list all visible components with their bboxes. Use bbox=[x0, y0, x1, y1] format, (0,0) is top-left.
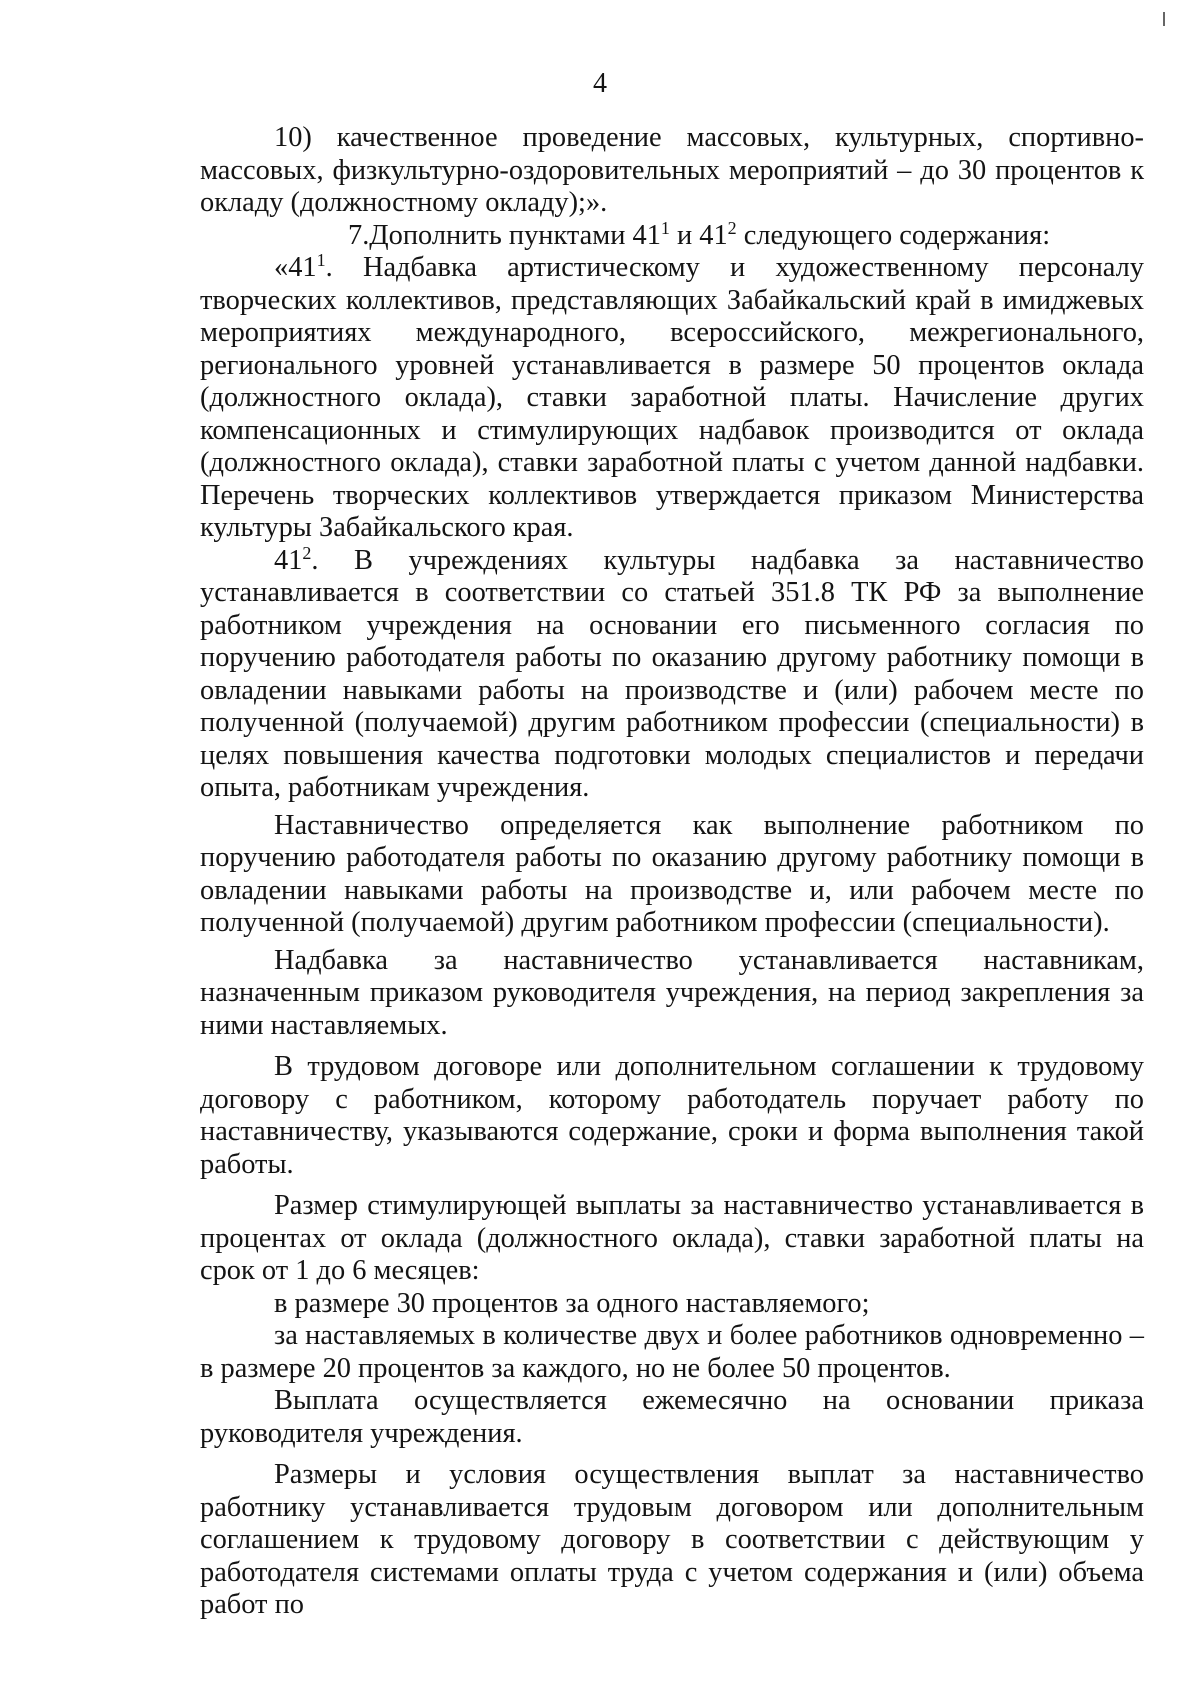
paragraph-one-mentee: в размере 30 процентов за одного наставляемого; bbox=[274, 1287, 870, 1319]
paragraph-item-41-2 bbox=[200, 542, 1144, 805]
paragraph-allowance: Надбавка за наставничество устанавливается наставникам, назначенным приказом руководителя учреждения, на период закрепления за ними наставляемых. bbox=[200, 944, 1144, 1041]
item-7-sup-1: 1 bbox=[660, 217, 670, 238]
paragraph-contract: В трудовом договоре или дополнительном соглашении к трудовому договору с работником, которому работодатель поручает работу по наставничеству, указываются содержание, сроки и форма выполнения такой работы. bbox=[200, 1051, 1144, 1180]
item-41-2-sup: 2 bbox=[302, 542, 312, 563]
paragraph-two-mentees: за наставляемых в количестве двух и более работников одновременно – в размере 20 процентов за каждого, но не более 50 процентов. bbox=[200, 1320, 1144, 1384]
item-41-1-sup: 1 bbox=[316, 250, 326, 270]
paragraph-payment: Выплата осуществляется ежемесячно на основании приказа руководителя учреждения. bbox=[200, 1385, 1144, 1449]
paragraph-item-10: 10) качественное проведение массовых, культурных, спортивно-массовых, физкультурно-оздоровительных мероприятий – до 30 процентов к окладу (должностному окладу);». bbox=[200, 122, 1144, 218]
item-41-2-prefix: 41 bbox=[274, 544, 303, 576]
item-41-1-text: . Надбавка артистическому и художественному персоналу творческих коллективов, представляющих Забайкальский край в имиджевых мероприятиях международного, всероссийского, межрегионального, регионального уровней устанавливается в размере 50 процентов оклада (должностного оклада), ставки заработной платы. Начисление других компенсационных и стимулирующих надбавок производится от оклада (должностного оклада), ставки заработной платы с учетом данной надбавки. Перечень творческих коллективов утверждается приказом Министерства культуры Забайкальского края. bbox=[200, 252, 1144, 543]
item-41-1-prefix: «41 bbox=[274, 252, 317, 283]
paragraph-mentoring-definition: Наставничество определяется как выполнение работником по поручению работодателя работы по оказанию другому работнику помощи в овладении навыками работы на производстве и, или рабочем месте по полученной (получаемой) другим работником профессии (специальности). bbox=[200, 809, 1144, 938]
paragraph-item-41-1 bbox=[200, 252, 1144, 545]
page-number: 4 bbox=[593, 68, 607, 99]
paragraph-conditions: Размеры и условия осуществления выплат за наставничество работнику устанавливается трудовым договором или дополнительным соглашением к трудовому договору в соответствии с действующим у работодателя системами оплаты труда с учетом содержания и (или) объема работ по bbox=[200, 1459, 1144, 1620]
item-7-text-c: следующего содержания: bbox=[736, 219, 1051, 251]
item-7-number: 7. bbox=[348, 219, 370, 251]
scan-artifact bbox=[1163, 12, 1165, 26]
paragraph-item-7 bbox=[200, 217, 1144, 253]
item-7-text-b: и 41 bbox=[669, 219, 728, 251]
document-body bbox=[200, 122, 1144, 1622]
item-41-2-text: . В учреждениях культуры надбавка за наставничество устанавливается в соответствии со статьей 351.8 ТК РФ за выполнение работником учреждения на основании его письменного согласия по поручению работодателя работы по оказанию другому работнику помощи в овладении навыками работы на производстве и (или) рабочем месте по полученной (получаемой) другим работником профессии (специальности) в целях повышения качества подготовки молодых специалистов и передачи опыта, работникам учреждения. bbox=[200, 544, 1144, 803]
paragraph-amount: Размер стимулирующей выплаты за наставничество устанавливается в процентах от оклада (должностного оклада), ставки заработной платы на срок от 1 до 6 месяцев: bbox=[200, 1190, 1144, 1286]
item-7-text-a: Дополнить пунктами 41 bbox=[369, 219, 661, 251]
item-7-sup-2: 2 bbox=[727, 217, 737, 238]
